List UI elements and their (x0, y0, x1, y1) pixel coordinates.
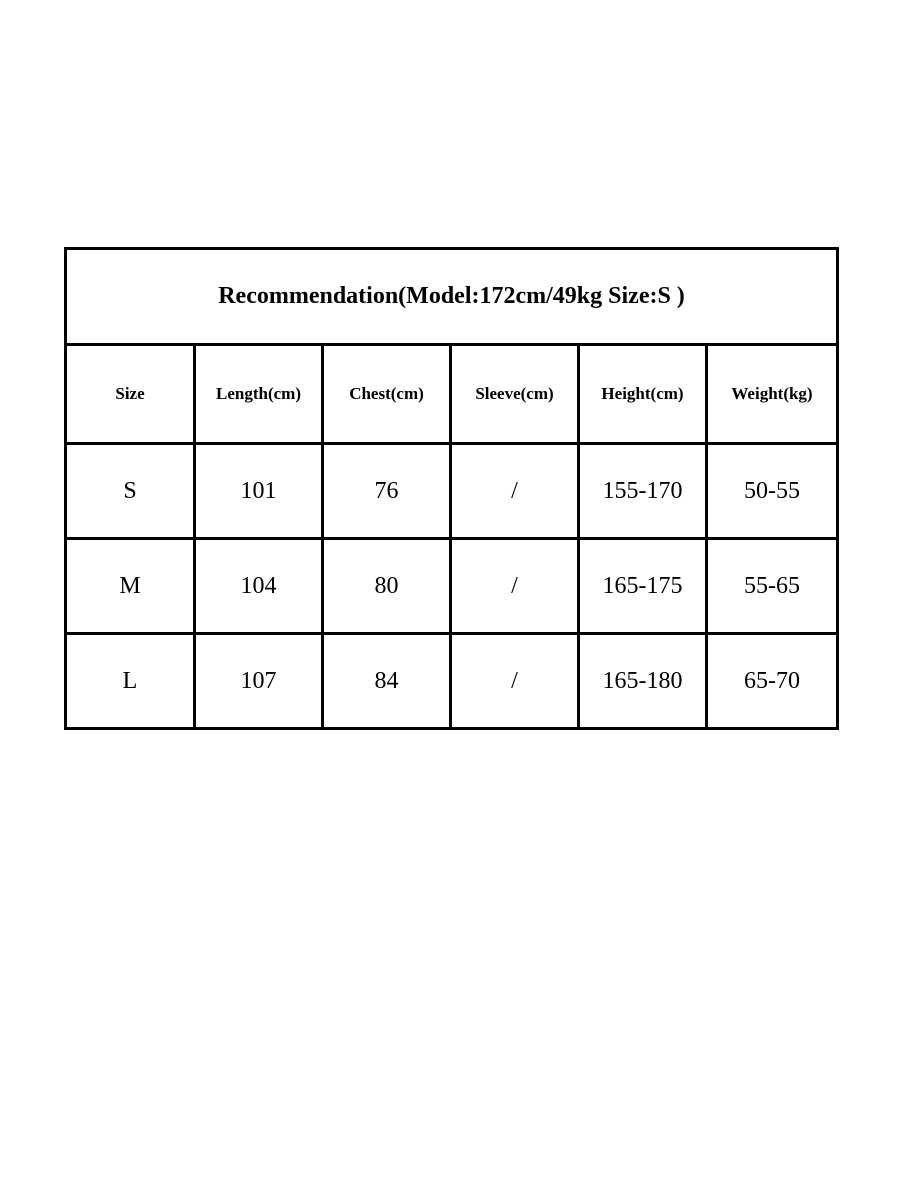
cell-chest: 80 (323, 539, 451, 634)
cell-weight: 55-65 (707, 539, 838, 634)
table-title: Recommendation(Model:172cm/49kg Size:S ) (66, 249, 838, 345)
title-row (66, 249, 838, 345)
header-sleeve: Sleeve(cm) (451, 345, 579, 444)
cell-length: 104 (195, 539, 323, 634)
cell-chest: 84 (323, 634, 451, 729)
cell-height: 165-180 (579, 634, 707, 729)
header-height: Height(cm) (579, 345, 707, 444)
header-weight: Weight(kg) (707, 345, 838, 444)
cell-height: 155-170 (579, 444, 707, 539)
cell-sleeve: / (451, 634, 579, 729)
cell-size: S (66, 444, 195, 539)
table-row (66, 444, 838, 539)
header-size: Size (66, 345, 195, 444)
size-chart-table (64, 247, 839, 730)
table-row (66, 634, 838, 729)
cell-sleeve: / (451, 444, 579, 539)
cell-weight: 50-55 (707, 444, 838, 539)
cell-size: L (66, 634, 195, 729)
header-row (66, 345, 838, 444)
cell-sleeve: / (451, 539, 579, 634)
header-length: Length(cm) (195, 345, 323, 444)
cell-size: M (66, 539, 195, 634)
cell-chest: 76 (323, 444, 451, 539)
table-row (66, 539, 838, 634)
cell-length: 107 (195, 634, 323, 729)
header-chest: Chest(cm) (323, 345, 451, 444)
cell-weight: 65-70 (707, 634, 838, 729)
cell-length: 101 (195, 444, 323, 539)
cell-height: 165-175 (579, 539, 707, 634)
